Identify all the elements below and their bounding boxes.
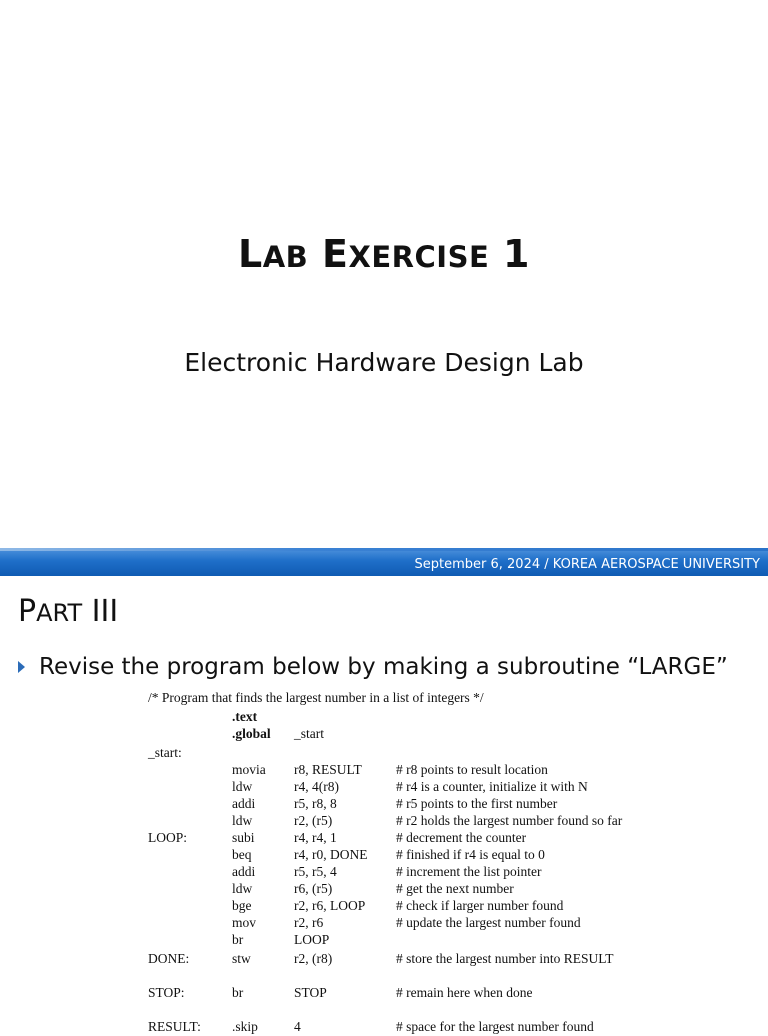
code-instruction: beq [232,847,252,862]
code-instruction: subi [232,830,255,845]
heading-part: P [18,594,37,629]
code-label: DONE: [148,951,190,966]
code-operands: _start [294,726,324,741]
code-instruction: mov [232,915,257,930]
title-number: 1 [503,232,530,276]
code-comment: # check if larger number found [396,898,564,913]
code-comment: # r8 points to result location [396,762,548,777]
heading-part: ART [36,599,83,627]
code-operands: r5, r5, 4 [294,864,337,879]
heading-roman: III [91,594,119,629]
code-comment: # finished if r4 is equal to 0 [396,847,545,862]
triangle-bullet-icon [18,661,25,673]
code-comment: # remain here when done [396,985,533,1000]
code-instruction: bge [232,898,252,913]
code-operands: r2, (r8) [294,951,333,966]
code-comment: # r4 is a counter, initialize it with N [396,779,588,794]
code-operands: r8, RESULT [294,762,362,777]
title-part: L [238,232,263,276]
code-comment: # get the next number [396,881,514,896]
code-instruction: .global [232,726,271,741]
bullet-text: Revise the program below by making a subroutine “LARGE” [39,654,728,680]
code-comment: # r2 holds the largest number found so far [396,813,623,828]
code-instruction: ldw [232,881,253,896]
code-operands: r4, 4(r8) [294,779,339,794]
footer-accent-line [0,548,768,551]
code-comment: # space for the largest number found [396,1019,594,1034]
footer-text: September 6, 2024 / KOREA AEROSPACE UNIVERSITY [414,557,760,572]
code-comment: # store the largest number into RESULT [396,951,614,966]
title-part: AB [262,240,309,274]
code-operands: LOOP [294,932,330,947]
title-part: E [322,232,349,276]
code-comment: # update the largest number found [396,915,581,930]
slide-title [0,232,768,276]
bullet-item [18,654,728,680]
code-instruction: ldw [232,779,253,794]
code-operands: r4, r4, 1 [294,830,337,845]
code-instruction: .skip [232,1019,258,1034]
code-operands: r5, r8, 8 [294,796,337,811]
code-comment: # increment the list pointer [396,864,542,879]
code-label: RESULT: [148,1019,201,1034]
code-instruction: movia [232,762,266,777]
code-label: STOP: [148,985,185,1000]
slide-subtitle: Electronic Hardware Design Lab [184,348,584,377]
code-comment: # r5 points to the first number [396,796,558,811]
code-instruction: addi [232,796,256,811]
code-operands: r2, r6, LOOP [294,898,366,913]
code-operands: r6, (r5) [294,881,333,896]
code-operands: r2, (r5) [294,813,333,828]
code-label: LOOP: [148,830,188,845]
code-instruction: .text [232,709,258,724]
code-operands: r4, r0, DONE [294,847,368,862]
code-operands: STOP [294,985,327,1000]
code-instruction: br [232,985,244,1000]
part-heading [18,594,118,629]
code-operands: r2, r6 [294,915,324,930]
code-operands: 4 [294,1019,301,1034]
code-instruction: br [232,932,244,947]
code-label: _start: [148,745,182,760]
footer-bar [0,548,768,576]
code-comment: # decrement the counter [396,830,527,845]
code-instruction: stw [232,951,251,966]
code-header-comment: /* Program that finds the largest number in a list of integers */ [148,690,484,705]
code-instruction: addi [232,864,256,879]
title-part: XERCISE [348,240,490,274]
code-instruction: ldw [232,813,253,828]
content-slide [0,576,768,1034]
